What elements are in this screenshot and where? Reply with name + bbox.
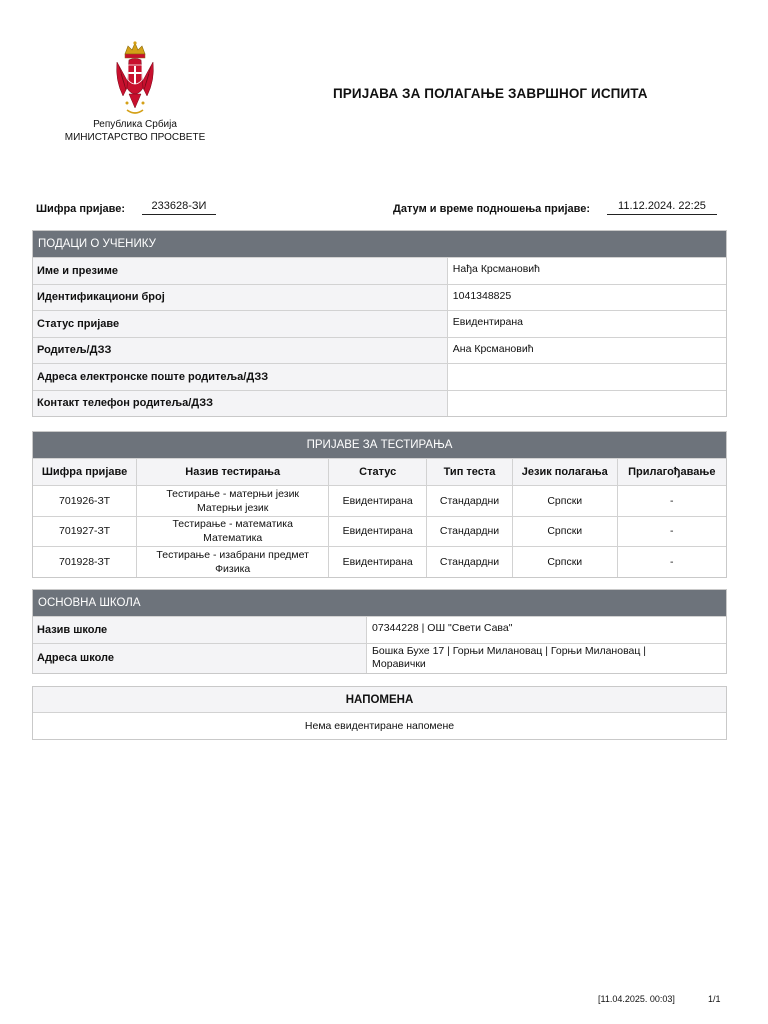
- school-name-label: Назив школе: [33, 617, 367, 643]
- test-name: [137, 547, 329, 578]
- column-header: Прилагођавање: [617, 459, 726, 486]
- school-row: [33, 616, 726, 643]
- student-row-value: 1041348825: [448, 285, 726, 311]
- student-row-label: Име и презиме: [33, 258, 448, 284]
- application-meta: [36, 200, 726, 220]
- test-adjustment: -: [617, 486, 726, 517]
- test-language: Српски: [512, 547, 617, 578]
- print-timestamp: [11.04.2025. 00:03]: [598, 994, 675, 1004]
- test-code: 701927-ЗТ: [33, 516, 137, 547]
- page-number: 1/1: [708, 994, 721, 1004]
- test-status: Евидентирана: [329, 547, 427, 578]
- student-row: [33, 390, 726, 417]
- student-row-value: [448, 364, 726, 390]
- school-address-value: [367, 644, 726, 673]
- test-name: [137, 486, 329, 517]
- table-header-row: [33, 459, 726, 486]
- test-type: Стандардни: [427, 547, 513, 578]
- student-row: [33, 337, 726, 364]
- student-row-label: Идентификациони број: [33, 285, 448, 311]
- school-row: [33, 643, 726, 673]
- ministry-name: МИНИСТАРСТВО ПРОСВЕТЕ: [64, 132, 206, 143]
- test-applications-heading: ПРИЈАВЕ ЗА ТЕСТИРАЊА: [33, 432, 726, 458]
- test-subject-line: Физика: [215, 563, 251, 575]
- student-row: [33, 310, 726, 337]
- test-language: Српски: [512, 486, 617, 517]
- student-row-value: Евидентирана: [448, 311, 726, 337]
- test-name-line: Тестирање - математика: [172, 518, 293, 531]
- test-language: Српски: [512, 516, 617, 547]
- document-title: ПРИЈАВА ЗА ПОЛАГАЊЕ ЗАВРШНОГ ИСПИТА: [333, 86, 648, 101]
- student-row-value: Нађа Крсмановић: [448, 258, 726, 284]
- table-row: [33, 486, 726, 517]
- test-name-line: Тестирање - изабрани предмет: [156, 549, 309, 561]
- test-type: Стандардни: [427, 486, 513, 517]
- application-code-label: Шифра пријаве:: [36, 203, 126, 215]
- student-row-label: Статус пријаве: [33, 311, 448, 337]
- ministry-logo-block: [60, 40, 210, 144]
- test-subject-line: Матерњи језик: [197, 501, 269, 514]
- country-name: Република Србија: [93, 119, 177, 130]
- school-address-line: Бошка Бухе 17 | Горњи Милановац | Горњи Милановац |: [372, 644, 647, 657]
- school-section: [32, 589, 727, 674]
- test-code: 701926-ЗТ: [33, 486, 137, 517]
- test-applications-section: [32, 431, 727, 578]
- test-applications-table: [33, 458, 726, 577]
- student-row-label: Контакт телефон родитеља/ДЗЗ: [33, 391, 448, 417]
- table-row: [33, 516, 726, 547]
- school-address-line: Моравички: [372, 657, 426, 670]
- student-data-section: [32, 230, 727, 417]
- student-row: [33, 284, 726, 311]
- test-code: 701928-ЗТ: [33, 547, 137, 578]
- student-row-value: Ана Крсмановић: [448, 338, 726, 364]
- test-type: Стандардни: [427, 516, 513, 547]
- column-header: Тип теста: [427, 459, 513, 486]
- submission-date-value: 11.12.2024. 22:25: [607, 200, 717, 215]
- student-row-label: Родитељ/ДЗЗ: [33, 338, 448, 364]
- test-adjustment: -: [617, 516, 726, 547]
- note-heading: НАПОМЕНА: [33, 687, 726, 713]
- test-adjustment: -: [617, 547, 726, 578]
- student-row-value: [448, 391, 726, 417]
- student-data-heading: ПОДАЦИ О УЧЕНИКУ: [33, 231, 726, 257]
- application-code-value: 233628-ЗИ: [142, 200, 216, 215]
- test-status: Евидентирана: [329, 516, 427, 547]
- test-subject-line: Математика: [203, 532, 263, 545]
- column-header: Статус: [329, 459, 427, 486]
- column-header: Назив тестирања: [137, 459, 329, 486]
- test-name: [137, 516, 329, 547]
- school-name-value: 07344228 | ОШ "Свети Сава": [367, 617, 726, 643]
- note-text: Нема евидентиране напомене: [304, 720, 455, 732]
- column-header: Шифра пријаве: [33, 459, 137, 486]
- document-header: [0, 0, 768, 160]
- column-header: Језик полагања: [512, 459, 617, 486]
- test-name-line: Тестирање - матерњи језик: [166, 487, 300, 500]
- submission-date-label: Датум и време подношења пријаве:: [393, 203, 591, 215]
- school-address-label: Адреса школе: [33, 644, 367, 673]
- student-row: [33, 363, 726, 390]
- table-row: [33, 547, 726, 578]
- student-row: [33, 257, 726, 284]
- test-status: Евидентирана: [329, 486, 427, 517]
- student-row-label: Адреса електронске поште родитеља/ДЗЗ: [33, 364, 448, 390]
- school-heading: ОСНОВНА ШКОЛА: [33, 590, 726, 616]
- coat-of-arms-icon: [113, 40, 157, 118]
- note-section: [32, 686, 727, 740]
